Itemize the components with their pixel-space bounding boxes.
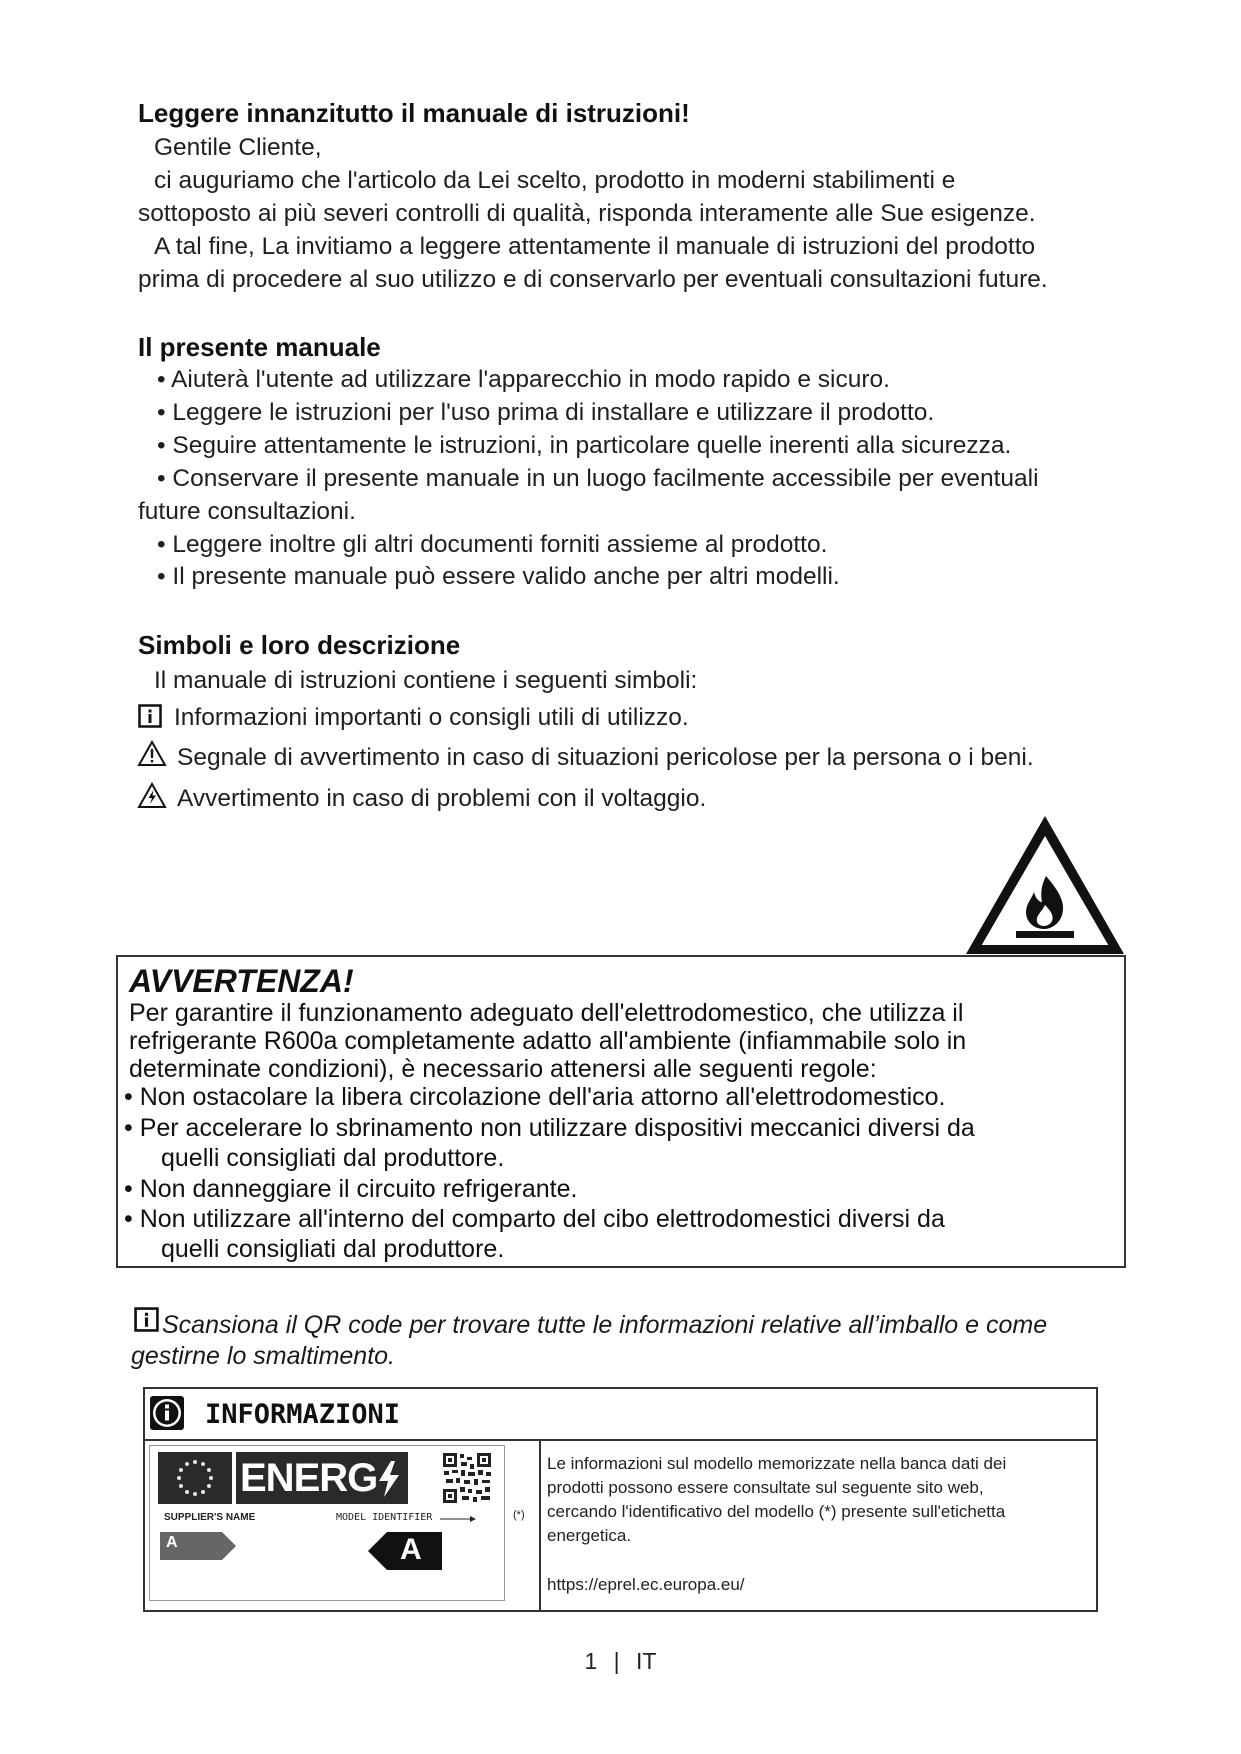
energy-label xyxy=(149,1445,505,1601)
flammable-warning-icon xyxy=(962,812,1128,958)
voltage-warning-icon xyxy=(137,782,167,809)
warning-triangle-icon xyxy=(137,740,167,767)
intro-line: Gentile Cliente, xyxy=(154,134,322,161)
symbol-text: Informazioni importanti o consigli utili di utilizzo. xyxy=(174,704,689,731)
symbols-heading: Simboli e loro descrizione xyxy=(138,630,461,660)
info-text-line: Le informazioni sul modello memorizzate nella banca dati dei xyxy=(547,1454,1007,1473)
information-header xyxy=(145,1389,1096,1441)
intro-line: prima di procedere al suo utilizzo e di conservarlo per eventuali consultazioni future. xyxy=(138,266,1048,293)
qr-note-line: gestirne lo smaltimento. xyxy=(131,1342,396,1370)
footer-separator: | xyxy=(613,1648,620,1674)
warning-bullet: • Non danneggiare il circuito refrigerante. xyxy=(124,1175,578,1203)
intro-line: ci auguriamo che l'articolo da Lei scelto, prodotto in moderni stabilimenti e xyxy=(154,167,956,194)
list-item: • Leggere inoltre gli altri documenti forniti assieme al prodotto. xyxy=(157,531,828,558)
list-item: • Leggere le istruzioni per l'uso prima di installare e utilizzare il prodotto. xyxy=(157,399,935,426)
energy-scale-class: A xyxy=(166,1534,178,1551)
info-icon xyxy=(138,704,162,728)
info-icon xyxy=(134,1307,159,1332)
warning-bullet: • Per accelerare lo sbrinamento non utilizzare dispositivi meccanici diversi da xyxy=(124,1114,975,1142)
warning-bullet: quelli consigliati dal produttore. xyxy=(161,1235,505,1263)
warning-bullet: • Non ostacolare la libera circolazione dell'aria attorno all'elettrodomestico. xyxy=(124,1083,946,1111)
list-item: • Conservare il presente manuale in un luogo facilmente accessibile per eventuali xyxy=(157,465,1039,492)
arrow-right-icon xyxy=(440,1514,476,1524)
warning-title: AVVERTENZA! xyxy=(129,963,354,999)
intro-heading: Leggere innanzitutto il manuale di istruzioni! xyxy=(138,98,690,128)
energy-class-value: A xyxy=(400,1533,422,1566)
warning-line: determinate condizioni), è necessario attenersi alle seguenti regole: xyxy=(129,1055,877,1083)
manual-heading: Il presente manuale xyxy=(138,332,381,362)
info-text-line: cercando l'identificativo del modello (*) presente sull'etichetta xyxy=(547,1502,1006,1521)
symbol-text: Avvertimento in caso di problemi con il voltaggio. xyxy=(177,785,707,812)
eprel-link[interactable]: https://eprel.ec.europa.eu/ xyxy=(547,1575,745,1594)
symbols-intro: Il manuale di istruzioni contiene i seguenti simboli: xyxy=(154,667,698,694)
model-identifier-marker: (*) xyxy=(513,1509,525,1521)
energy-brand-text: ENERG xyxy=(240,1456,378,1500)
info-text-line: prodotti possono essere consultate sul seguente sito web, xyxy=(547,1478,984,1497)
warning-line: refrigerante R600a completamente adatto all'ambiente (infiammabile solo in xyxy=(129,1027,967,1055)
supplier-name-label: SUPPLIER'S NAME xyxy=(164,1512,256,1523)
info-circle-icon xyxy=(150,1396,184,1430)
intro-line: A tal fine, La invitiamo a leggere attentamente il manuale di istruzioni del prodotto xyxy=(154,233,1036,260)
warning-box xyxy=(116,955,1126,1268)
symbol-text: Segnale di avvertimento in caso di situazioni pericolose per la persona o i beni. xyxy=(177,744,1034,771)
language-code: IT xyxy=(636,1648,657,1674)
qr-note-line: Scansiona il QR code per trovare tutte le informazioni relative all’imballo e come xyxy=(162,1311,1048,1339)
list-item: • Il presente manuale può essere valido anche per altri modelli. xyxy=(157,563,840,590)
information-panel xyxy=(143,1387,1098,1612)
information-title: INFORMAZIONI xyxy=(205,1399,401,1430)
energy-brand xyxy=(236,1452,408,1504)
eu-flag-icon xyxy=(158,1452,232,1504)
qr-code-icon xyxy=(442,1452,492,1504)
page-footer xyxy=(0,1648,1241,1675)
intro-line: sottoposto ai più severi controlli di qualità, risponda interamente alle Sue esigenze. xyxy=(138,200,1036,227)
warning-bullet: quelli consigliati dal produttore. xyxy=(161,1144,505,1172)
list-item: • Seguire attentamente le istruzioni, in particolare quelle inerenti alla sicurezza. xyxy=(157,432,1012,459)
list-item: • Aiuterà l'utente ad utilizzare l'apparecchio in modo rapido e sicuro. xyxy=(157,366,890,393)
lightning-icon xyxy=(376,1461,402,1497)
warning-bullet: • Non utilizzare all'interno del comparto del cibo elettrodomestici diversi da xyxy=(124,1205,945,1233)
panel-divider xyxy=(539,1439,541,1610)
page-number: 1 xyxy=(584,1648,598,1674)
warning-line: Per garantire il funzionamento adeguato dell'elettrodomestico, che utilizza il xyxy=(129,999,964,1027)
model-identifier-label: MODEL IDENTIFIER xyxy=(336,1512,433,1523)
list-item: future consultazioni. xyxy=(138,498,356,525)
info-text-line: energetica. xyxy=(547,1526,632,1545)
